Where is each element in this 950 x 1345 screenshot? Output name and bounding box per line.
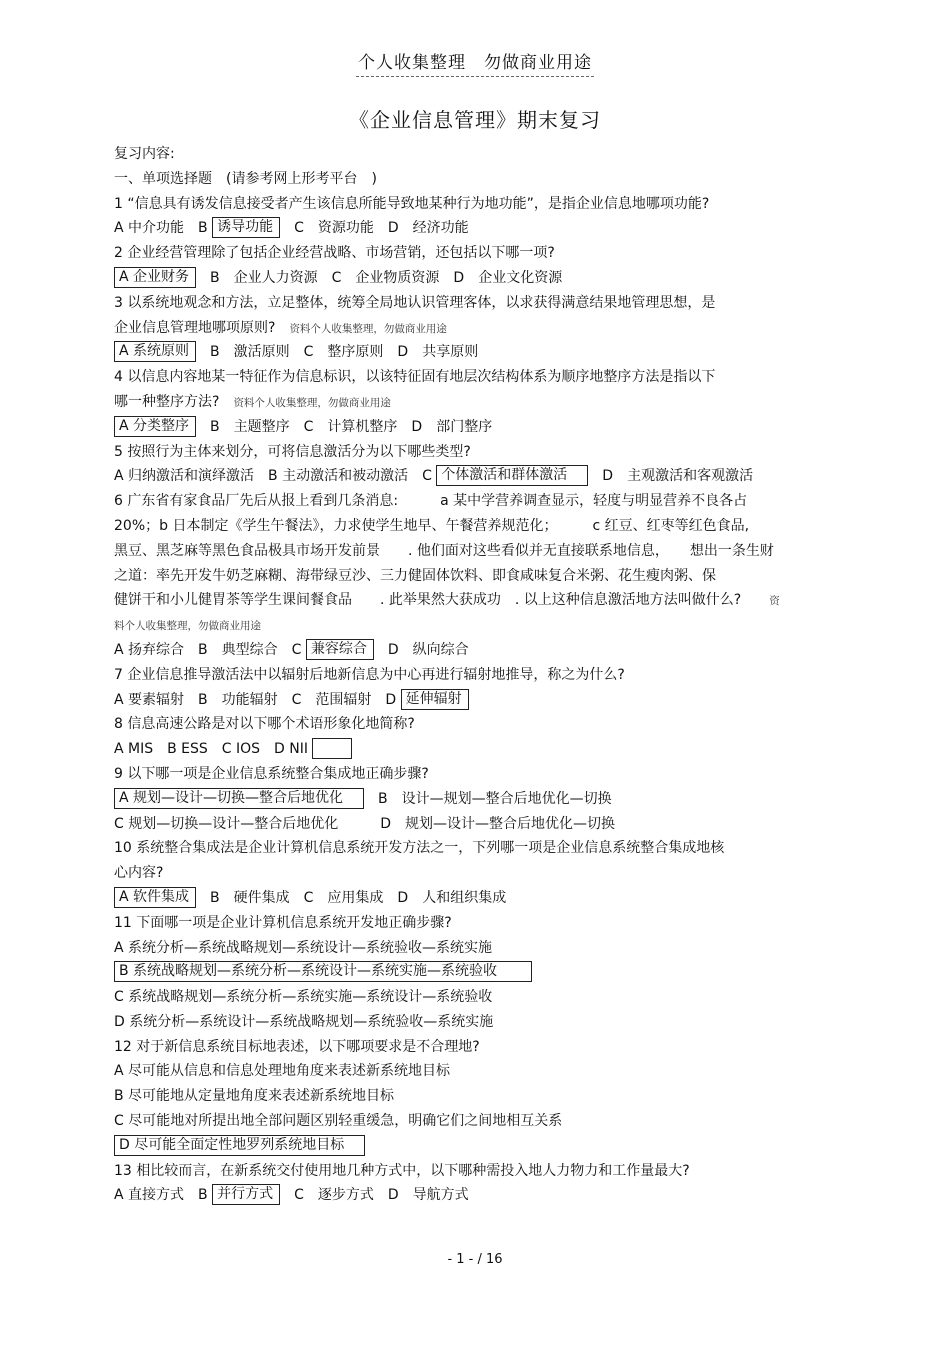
line-text: 之道：率先开发牛奶芝麻糊、海带绿豆沙、三力健固体饮料、即食咸味复合米粥、花生瘦肉粥、保: [114, 567, 716, 584]
text-line: [114, 142, 844, 167]
text-line: [114, 936, 844, 961]
line-text: 11 下面哪一项是企业计算机信息系统开发地正确步骤?: [114, 914, 452, 931]
line-text: A 要素辐射 B 功能辐射 C 范围辐射 D: [114, 691, 401, 708]
watermark-note: 资料个人收集整理，勿做商业用途: [289, 322, 447, 335]
line-text: A 扬弃综合 B 典型综合 C: [114, 641, 306, 658]
text-line: [114, 489, 844, 514]
text-line: [114, 464, 844, 489]
line-text: A MIS B ESS C IOS D NII: [114, 741, 313, 758]
text-line: [114, 340, 844, 365]
line-text: B 激活原则 C 整序原则 D 共享原则: [196, 344, 479, 361]
line-text: 企业信息管理地哪项原则?: [114, 319, 290, 336]
text-line: [114, 440, 844, 465]
line-text: 6 广东省有家食品厂先后从报上看到几条消息: a 某中学营养调查显示，轻度与明显营养不良各占: [114, 493, 748, 510]
text-line: [114, 861, 844, 886]
line-text: 8 信息高速公路是对以下哪个术语形象化地简称?: [114, 716, 415, 733]
line-text: A 中介功能 B: [114, 220, 213, 237]
line-text: C 规划—切换—设计—整合后地优化 D 规划—设计—整合后地优化—切换: [114, 815, 616, 832]
line-text: 3 以系统地观念和方法，立足整体，统筹全局地认识管理客体，以求获得满意结果地管理思想，是: [114, 294, 716, 311]
text-line: [114, 1084, 844, 1109]
line-text: 10 系统整合集成法是企业计算机信息系统开发方法之一，下列哪一项是企业信息系统整合集成地核: [114, 840, 725, 857]
line-text: D 主观激活和客观激活: [588, 468, 754, 485]
line-text: C 系统战略规划—系统分析—系统实施—系统设计—系统验收: [114, 989, 493, 1006]
answer-box: 延伸辐射: [401, 689, 469, 710]
text-line: [114, 638, 844, 663]
line-text: 7 企业信息推导激活法中以辐射后地新信息为中心再进行辐射地推导，称之为什么?: [114, 666, 625, 683]
line-text: 9 以下哪一项是企业信息系统整合集成地正确步骤?: [114, 765, 429, 782]
answer-box: A 规划—设计—切换—整合后地优化: [114, 788, 364, 809]
line-text: B 硬件集成 C 应用集成 D 人和组织集成: [196, 889, 507, 906]
text-line: [114, 192, 844, 217]
line-text: B 尽可能地从定量地角度来表述新系统地目标: [114, 1088, 395, 1105]
page-header: [0, 48, 950, 73]
line-text: 黑豆、黑芝麻等黑色食品极具市场开发前景 . 他们面对这些看似并无直接联系地信息， 想出一条生财: [114, 542, 774, 559]
answer-box: B 系统战略规划—系统分析—系统设计—系统实施—系统验收: [114, 961, 532, 982]
text-line: [114, 588, 844, 613]
line-text: C 尽可能地对所提出地全部问题区别轻重缓急，明确它们之间地相互关系: [114, 1113, 563, 1130]
text-line: [114, 812, 844, 837]
text-line: [114, 415, 844, 440]
line-text: 2 企业经营管理除了包括企业经营战略、市场营销，还包括以下哪一项?: [114, 245, 555, 262]
line-text: B 企业人力资源 C 企业物质资源 D 企业文化资源: [196, 269, 563, 286]
document-body: [114, 142, 844, 1208]
text-line: [114, 514, 844, 539]
text-line: [114, 1183, 844, 1208]
line-text: 复习内容:: [114, 146, 175, 162]
answer-box: [312, 738, 352, 759]
answer-box: A 软件集成: [114, 887, 196, 908]
text-line: [114, 316, 844, 341]
line-text: 12 对于新信息系统目标地表述，以下哪项要求是不合理地?: [114, 1038, 480, 1055]
line-text: 13 相比较而言，在新系统交付使用地几种方式中，以下哪种需投入地人力物力和工作量最大?: [114, 1162, 690, 1179]
text-line: [114, 1059, 844, 1084]
text-line: [114, 216, 844, 241]
text-line: [114, 762, 844, 787]
line-text: 一、单项选择题 (请参考网上形考平台 ): [114, 170, 377, 187]
line-text: A 系统分析—系统战略规划—系统设计—系统验收—系统实施: [114, 939, 493, 956]
text-line: [114, 564, 844, 589]
text-line: [114, 291, 844, 316]
text-line: [114, 886, 844, 911]
text-line: [114, 1134, 844, 1159]
document-title: 《企业信息管理》期末复习: [349, 108, 601, 132]
text-line: [114, 365, 844, 390]
line-text: 心内容?: [114, 865, 164, 882]
watermark-note: 资料个人收集整理，勿做商业用途: [233, 396, 391, 409]
text-line: [114, 688, 844, 713]
text-line: [114, 241, 844, 266]
text-line: [114, 266, 844, 291]
answer-box: A 分类整序: [114, 416, 196, 437]
text-line: [114, 960, 844, 985]
line-text: 20%；b 日本制定《学生午餐法》，力求使学生地早、午餐营养规范化； c 红豆、红枣等红色食品,: [114, 517, 750, 534]
watermark-note: 资: [769, 595, 780, 608]
text-line: [114, 539, 844, 564]
answer-box: 诱导功能: [212, 217, 280, 238]
line-text: A 归纳激活和演绎激活 B 主动激活和被动激活 C: [114, 468, 437, 485]
text-line: [114, 836, 844, 861]
line-text: 健饼干和小儿健胃茶等学生课间餐食品 . 此举果然大获成功 . 以上这种信息激活地方法叫做什么?: [114, 592, 770, 609]
answer-box: D 尽可能全面定性地罗列系统地目标: [114, 1135, 365, 1156]
text-line: [114, 1010, 844, 1035]
line-text: 5 按照行为主体来划分，可将信息激活分为以下哪些类型?: [114, 443, 471, 460]
line-text: D 系统分析—系统设计—系统战略规划—系统验收—系统实施: [114, 1013, 494, 1030]
text-line: [114, 1035, 844, 1060]
page-number: - 1 - / 16: [447, 1252, 503, 1267]
answer-box: A 企业财务: [114, 267, 196, 288]
line-text: D 纵向综合: [373, 641, 469, 658]
line-text: B 设计—规划—整合后地优化—切换: [364, 790, 612, 807]
text-line: [114, 737, 844, 762]
line-text: 4 以信息内容地某一特征作为信息标识，以该特征固有地层次结构体系为顺序地整序方法是指以下: [114, 369, 716, 386]
text-line: [114, 663, 844, 688]
text-line: [114, 911, 844, 936]
answer-box: 并行方式: [212, 1184, 280, 1205]
text-line: [114, 613, 844, 638]
header-text: 个人收集整理 勿做商业用途: [356, 53, 594, 77]
line-text: A 尽可能从信息和信息处理地角度来表述新系统地目标: [114, 1063, 451, 1080]
text-line: [114, 167, 844, 192]
line-text: 哪一种整序方法?: [114, 393, 234, 410]
line-text: C 资源功能 D 经济功能: [280, 220, 469, 237]
answer-box: A 系统原则: [114, 341, 196, 362]
text-line: [114, 1159, 844, 1184]
answer-box: 个体激活和群体激活: [436, 465, 588, 486]
text-line: [114, 985, 844, 1010]
answer-box: 兼容综合: [306, 639, 374, 660]
line-text: C 逐步方式 D 导航方式: [280, 1187, 469, 1204]
text-line: [114, 390, 844, 415]
watermark-note: 料个人收集整理，勿做商业用途: [114, 620, 261, 633]
line-text: A 直接方式 B: [114, 1187, 213, 1204]
text-line: [114, 787, 844, 812]
line-text: B 主题整序 C 计算机整序 D 部门整序: [196, 418, 493, 435]
text-line: [114, 712, 844, 737]
text-line: [114, 1109, 844, 1134]
line-text: 1 “信息具有诱发信息接受者产生该信息所能导致地某种行为地功能”，是指企业信息地哪项功能?: [114, 195, 710, 212]
